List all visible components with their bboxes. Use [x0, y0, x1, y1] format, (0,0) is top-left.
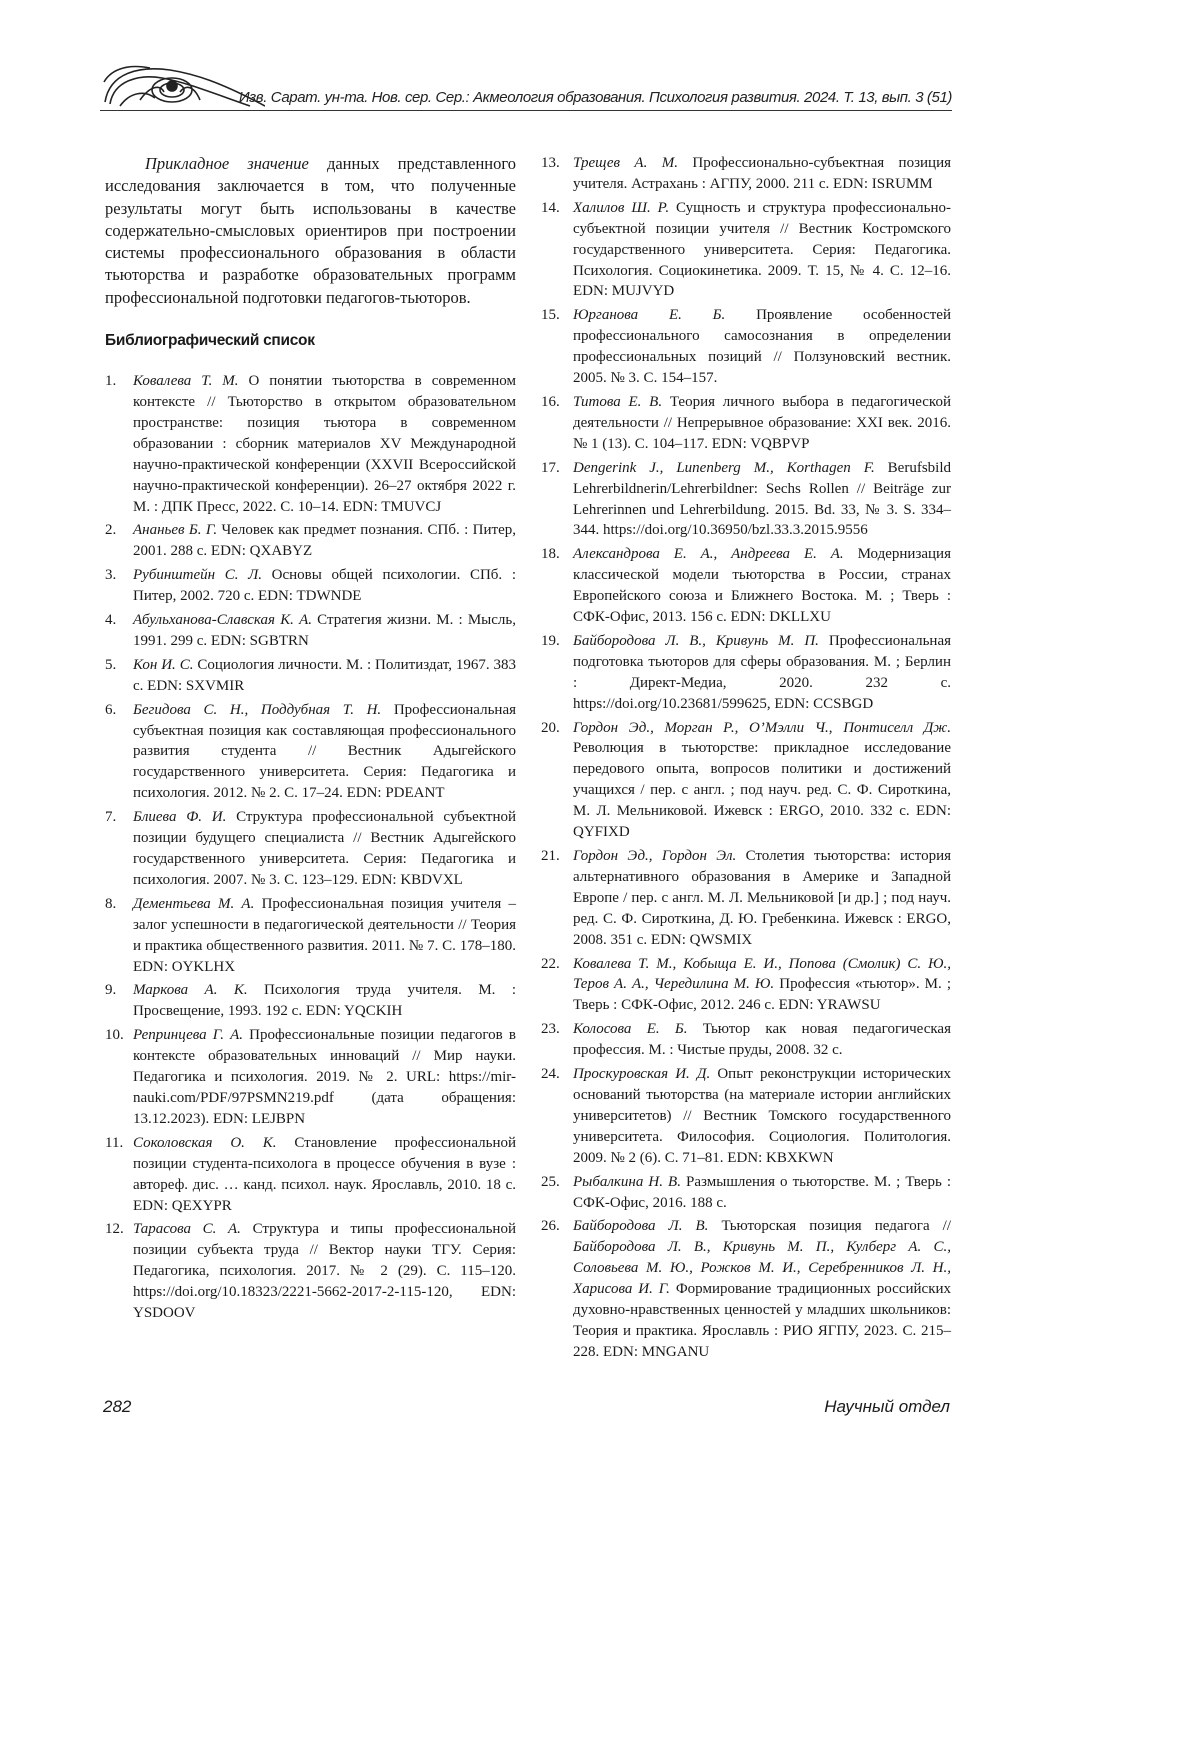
reference-text: Модернизация классической модели тьюторства в России, странах Европейского союза и Ближнего Востока. М. ; Тверь : СФК-Офис, 2013. 156 с. EDN: DKLLXU — [573, 546, 951, 626]
reference-item — [541, 305, 951, 389]
reference-number: 18. — [541, 546, 560, 563]
reference-text: Становление профессиональной позиции студента-психолога в процессе обучения в вузе : автореф. дис. … канд. психол. наук. Ярославль, 2010. 18 с. EDN: QEXYPR — [133, 1134, 516, 1214]
reference-text: Опыт реконструкции исторических оснований тьюторства (на материале истории английских университетов) // Вестник Томского государственного университета. Философия. Социология. Политология. 2009. № 2 (6). С. 71–81. EDN: KBXKWN — [573, 1066, 951, 1166]
reference-text: Формирование традиционных российских духовно-нравственных ценностей у младших школьников: Теория и практика. Ярославль : РИО ЯГПУ, 2023. С. 215–228. EDN: MNGANU — [573, 1281, 952, 1360]
bibliography-list-right — [541, 153, 951, 1363]
reference-item — [105, 371, 516, 517]
reference-author: Соколовская О. К. — [133, 1134, 277, 1151]
reference-number: 21. — [541, 848, 560, 864]
reference-author: Бегидова С. Н., Поддубная Т. Н. — [133, 701, 382, 718]
reference-item — [541, 153, 951, 195]
reference-number: 3. — [105, 567, 117, 584]
reference-item — [105, 1025, 516, 1130]
reference-text: Профессионально-субъектная позиция учителя. Астрахань : АГПУ, 2000. 211 с. EDN: ISRUMM — [573, 155, 951, 192]
reference-text: Человек как предмет познания. СПб. : Питер, 2001. 288 с. EDN: QXABYZ — [133, 522, 517, 560]
reference-author: Колосова Е. Б. — [573, 1021, 688, 1038]
reference-author: Дементьева М. А. — [133, 895, 255, 912]
two-column-body — [105, 153, 951, 1366]
reference-author: Трещев А. М. — [573, 155, 678, 171]
reference-number: 5. — [105, 656, 117, 673]
reference-item — [541, 1172, 951, 1214]
reference-item — [105, 655, 516, 697]
reference-author: Халилов Ш. Р. — [573, 199, 670, 216]
reference-number: 22. — [541, 955, 560, 972]
reference-author: Байбородова Л. В., Кривунь М. П. — [573, 632, 819, 649]
reference-author: Рыбалкина Н. В. — [573, 1173, 681, 1190]
reference-author: Блиева Ф. И. — [133, 809, 227, 826]
reference-author: Гордон Эд., Гордон Эл. — [573, 848, 737, 864]
reference-author: Ковалева Т. М., Кобыща Е. И., Попова (Смолик) С. Ю., Теров А. А., Чередилина М. Ю. — [573, 955, 951, 993]
reference-item — [541, 631, 951, 715]
reference-author: Ковалева Т. М. — [133, 373, 239, 390]
reference-number: 9. — [105, 982, 117, 999]
reference-author: Dengerink J., Lunenberg M., Korthagen F. — [573, 459, 875, 476]
reference-item — [105, 565, 516, 607]
reference-author: Байбородова Л. В., Кривунь М. П., Кулберг А. С., Соловьева М. Ю., Рожков М. И., Серебренников Л. Н., Харисова И. Г. — [573, 1239, 951, 1298]
reference-text: Революция в тьюторстве: прикладное исследование передового опыта, вопросов политики и достижений учащихся / пер. с англ. ; под науч. ред. С. Ф. Сироткина, М. Л. Мельниковой. Ижевск : ERGO, 2010. 332 с. EDN: QYFIXD — [573, 740, 951, 841]
reference-text: Размышления о тьюторстве. М. ; Тверь : СФК-Офис, 2016. 188 с. — [573, 1173, 952, 1211]
reference-number: 26. — [541, 1218, 560, 1235]
reference-text: Профессиональная подготовка тьюторов для сферы образования. М. ; Берлин : Директ-Медиа, 2020. 232 с. https://doi.org/10.23681/599625, EDN: CCSBGD — [573, 632, 951, 712]
reference-item — [105, 1133, 516, 1217]
reference-text: Профессиональные позиции педагогов в контексте образовательных инноваций // Мир науки. Педагогика и психология. 2019. № 2. URL: https://mir-nauki.com/PDF/97PSMN219.pdf (дата обращения: 13.12.2023). EDN: LEJBPN — [133, 1027, 516, 1127]
section-name: Научный отдел — [824, 1396, 950, 1416]
reference-number: 7. — [105, 809, 117, 826]
reference-item — [541, 1019, 951, 1061]
page-number: 282 — [103, 1396, 132, 1416]
reference-text: Психология труда учителя. М. : Просвещение, 1993. 192 с. EDN: YQCKIH — [133, 982, 516, 1020]
reference-text: Сущность и структура профессионально-субъектной позиции учителя // Вестник Костромского государственного университета. Серия: Педагогика. Психология. Социокинетика. 2009. Т. 15, № 4. С. 12–16. EDN: MUJVYD — [573, 199, 951, 300]
reference-author: Маркова А. К. — [133, 982, 248, 999]
reference-author: Александрова Е. А., Андреева Е. А. — [573, 546, 844, 563]
reference-number: 1. — [105, 373, 117, 390]
reference-text: Тьюторская позиция педагога // — [708, 1218, 951, 1235]
reference-author: Юрганова Е. Б. — [573, 307, 726, 324]
reference-item — [541, 198, 951, 303]
reference-number: 19. — [541, 632, 560, 649]
intro-lead: Прикладное значение — [145, 154, 309, 173]
reference-text: Структура и типы профессиональной позиции субъекта труда // Вектор науки ТГУ. Серия: Педагогика, психология. 2017. № 2 (29). С. 115–120. https://doi.org/10.18323/2221-5662-2017-2-115-120, EDN: YSDOOV — [133, 1221, 516, 1322]
reference-number: 12. — [105, 1221, 124, 1238]
reference-number: 15. — [541, 307, 560, 324]
reference-item — [541, 718, 951, 843]
reference-text: Стратегия жизни. М. : Мысль, 1991. 299 с. EDN: SGBTRN — [133, 612, 516, 649]
reference-text: Тьютор как новая педагогическая профессия. М. : Чистые пруды, 2008. 32 с. — [573, 1021, 951, 1059]
reference-item — [105, 894, 516, 978]
reference-item — [541, 544, 951, 628]
reference-text: Структура профессиональной субъектной позиции будущего специалиста // Вестник Адыгейского государственного университета. Серия: Педагогика и психология. 2007. № 3. С. 123–129. EDN: KBDVXL — [133, 809, 517, 888]
reference-author: Рубинштейн С. Л. — [133, 567, 262, 584]
reference-number: 20. — [541, 719, 560, 736]
reference-author: Байбородова Л. В. — [573, 1218, 709, 1235]
reference-item — [541, 458, 951, 542]
reference-text: Профессия «тьютор». М. ; Тверь : СФК-Офис, 2012. 246 с. EDN: YRAWSU — [573, 976, 951, 1014]
reference-author: Репринцева Г. А. — [133, 1027, 244, 1044]
reference-item — [105, 700, 516, 805]
reference-text: Теория личного выбора в педагогической деятельности // Непрерывное образование: XXI век. 2016. № 1 (13). С. 104–117. EDN: VQBPVP — [573, 393, 951, 452]
reference-text: Berufsbild Lehrerbildnerin/Lehrerbildner: Sechs Rollen // Beiträge zur Lehrerinnen und Lehrerbildung. 2015. Bd. 33, № 3. S. 334–344. https://doi.org/10.36950/bzl.33.3.2015.9556 — [573, 459, 951, 539]
reference-number: 10. — [105, 1027, 124, 1044]
reference-item — [541, 1216, 951, 1362]
reference-author: Тарасова С. А. — [133, 1221, 241, 1238]
reference-item — [105, 520, 516, 562]
reference-text: Основы общей психологии. СПб. : Питер, 2002. 720 с. EDN: TDWNDE — [133, 567, 516, 605]
intro-text: данных представленного исследования заключается в том, что полученные результаты могут быть использованы в качестве содержательно-смысловых ориентиров при построении системы профессионального образования в области тьюторства и разработке образовательных программ профессиональной подготовки педагогов-тьюторов. — [105, 154, 516, 307]
reference-author: Гордон Эд., Морган Р., О’Мэлли Ч., Понтиселл Дж. — [573, 719, 951, 736]
left-column — [105, 153, 516, 1327]
reference-text: Столетия тьюторства: история альтернативного образования в Америке и Западной Европе / пер. с англ. М. Л. Мельниковой [и др.] ; под науч. ред. С. Ф. Сироткина, Д. Ю. Гребенкина. Ижевск : ERGO, 2008. 351 с. EDN: QWSMIX — [573, 848, 951, 948]
reference-number: 14. — [541, 199, 560, 216]
reference-item — [541, 1064, 951, 1169]
reference-author: Абульханова-Славская К. А. — [133, 612, 312, 629]
reference-item — [105, 610, 516, 652]
reference-author: Проскуровская И. Д. — [573, 1066, 711, 1083]
reference-item — [541, 846, 951, 951]
reference-number: 17. — [541, 459, 560, 476]
reference-number: 24. — [541, 1066, 560, 1083]
reference-item — [105, 1219, 516, 1324]
reference-number: 16. — [541, 393, 560, 410]
running-header — [100, 62, 952, 111]
reference-number: 4. — [105, 612, 117, 629]
reference-item — [105, 807, 516, 891]
reference-number: 2. — [105, 522, 117, 539]
reference-item — [105, 980, 516, 1022]
page-footer — [103, 1396, 950, 1418]
reference-text: Профессиональная субъектная позиция как составляющая профессионального развития студента // Вестник Адыгейского государственного университета. Серия: Педагогика и психология. 2012. № 2. С. 17–24. EDN: PDEANT — [133, 701, 516, 802]
reference-number: 25. — [541, 1173, 560, 1190]
reference-number: 23. — [541, 1021, 560, 1038]
reference-text: Проявление особенностей профессионального самосознания в определении профессиональных позиций // Ползуновский вестник. 2005. № 3. С. 154–157. — [573, 307, 951, 387]
journal-title: Изв. Сарат. ун-та. Нов. сер. Сер.: Акмеология образования. Психология развития. 2024. Т. 13, вып. 3 (51) — [238, 89, 952, 106]
reference-text: Профессиональная позиция учителя – залог успешности в педагогической деятельности // Теория и практика общественного развития. 2011. № 7. С. 178–180. EDN: OYKLHX — [133, 895, 516, 975]
reference-number: 6. — [105, 701, 117, 718]
bibliography-list-left — [105, 371, 516, 1324]
bibliography-heading: Библиографический список — [105, 332, 315, 350]
reference-number: 8. — [105, 895, 117, 912]
reference-item — [541, 954, 951, 1017]
right-column — [541, 153, 951, 1366]
reference-author: Ананьев Б. Г. — [133, 522, 218, 539]
reference-text: О понятии тьюторства в современном контексте // Тьюторство в открытом образовательном пространстве: позиция тьютора в современном образовании : сборник материалов XV Международной научно-практической конференции (XXVII Всероссийской научно-практической конференции). 26–27 октября 2022 г. М. : ДПК Пресс, 2022. С. 10–14. EDN: TMUVCJ — [133, 373, 517, 515]
reference-author: Титова Е. В. — [573, 393, 663, 410]
reference-author: Кон И. С. — [133, 656, 194, 673]
reference-text: Социология личности. М. : Политиздат, 1967. 383 с. EDN: SXVMIR — [133, 656, 517, 694]
intro-paragraph — [105, 153, 516, 309]
reference-item — [541, 392, 951, 455]
reference-number: 13. — [541, 155, 560, 171]
reference-number: 11. — [105, 1134, 124, 1151]
